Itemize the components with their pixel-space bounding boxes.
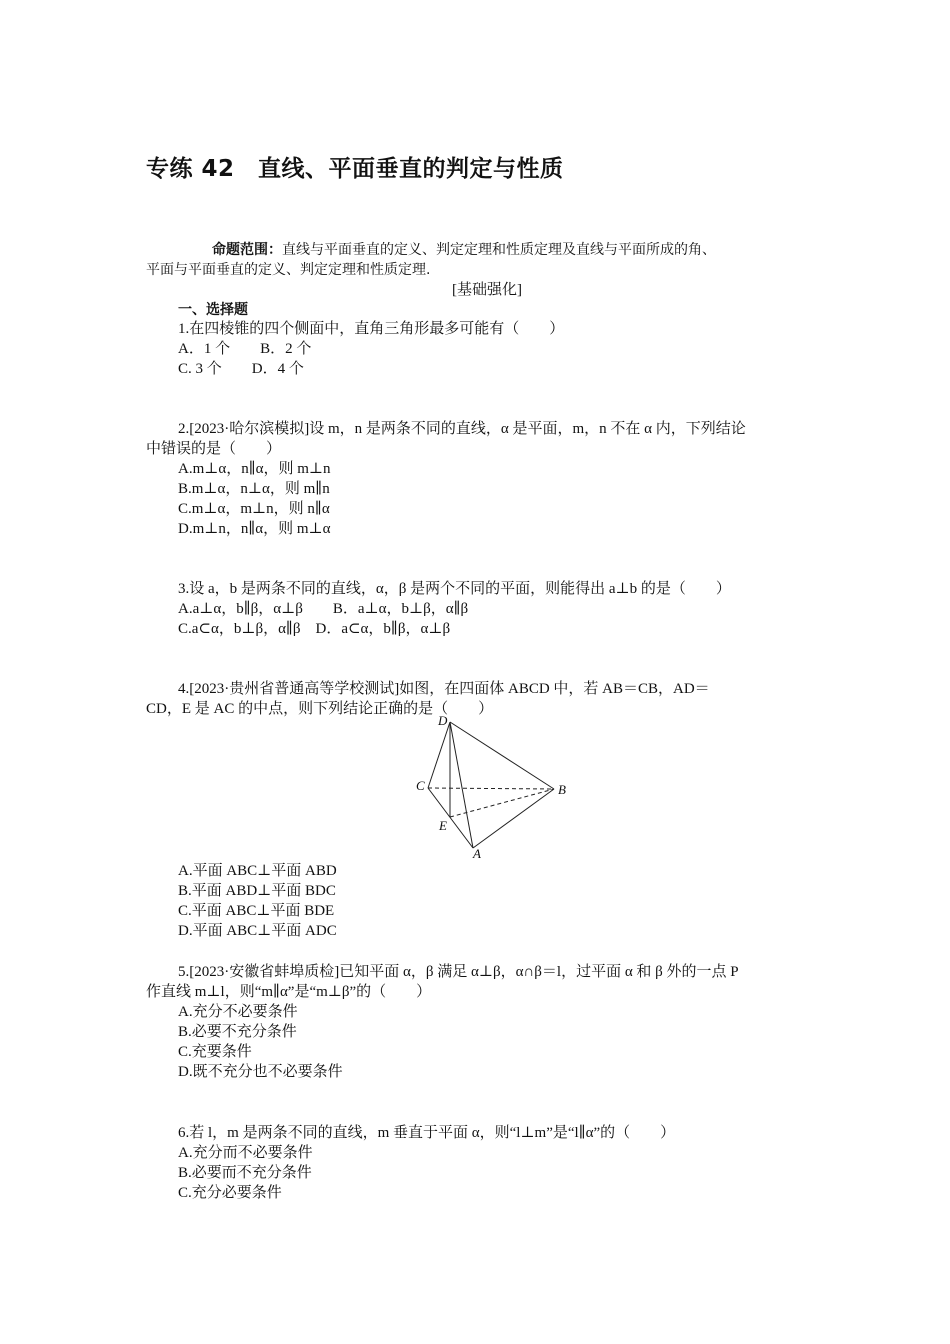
label-c: C: [416, 778, 425, 793]
edge-db: [450, 722, 554, 789]
label-d: D: [438, 713, 448, 728]
q4-option-d: D.平面 ABC⊥平面 ADC: [178, 923, 337, 939]
q6-option-a: A.充分而不必要条件: [178, 1145, 313, 1161]
page-title: 专练 42 直线、平面垂直的判定与性质: [146, 156, 564, 182]
edge-eb-hidden: [450, 789, 554, 817]
scope-text-2: 平面与平面垂直的定义、判定定理和性质定理.: [146, 262, 431, 278]
q1-options-ab: A．1 个 B．2 个: [178, 341, 312, 357]
scope-text-1: 直线与平面垂直的定义、判定定理和性质定理及直线与平面所成的角、: [282, 242, 716, 258]
section-heading: 一、选择题: [178, 302, 248, 318]
q3-options-ab: A.a⊥α，b∥β，α⊥β B．a⊥α，b⊥β，α∥β: [178, 601, 469, 617]
q2-option-a: A.m⊥α，n∥α，则 m⊥n: [178, 461, 331, 477]
q2-option-c: C.m⊥α，m⊥n，则 n∥α: [178, 501, 330, 517]
edge-dc: [428, 722, 450, 788]
label-a: A: [473, 846, 481, 858]
q2-option-b: B.m⊥α，n⊥α，则 m∥n: [178, 481, 330, 497]
q1-options-cd: C. 3 个 D．4 个: [178, 361, 304, 377]
q5-option-b: B.必要不充分条件: [178, 1024, 297, 1040]
q5-stem-1: 5.[2023·安徽省蚌埠质检]已知平面 α，β 满足 α⊥β，α∩β＝l，过平面 α 和 β 外的一点 P: [178, 964, 739, 980]
q3-stem: 3.设 a，b 是两条不同的直线，α，β 是两个不同的平面，则能得出 a⊥b 的是（ ）: [178, 581, 731, 597]
q4-stem-1: 4.[2023·贵州省普通高等学校测试]如图，在四面体 ABCD 中，若 AB＝CB，AD＝: [178, 681, 710, 697]
label-b: B: [558, 782, 566, 797]
q4-option-a: A.平面 ABC⊥平面 ABD: [178, 863, 337, 879]
tetrahedron-figure: [412, 713, 572, 858]
q1-stem: 1.在四棱锥的四个侧面中，直角三角形最多可能有（ ）: [178, 321, 565, 337]
level-heading: [基础强化]: [452, 282, 522, 298]
q5-option-a: A.充分不必要条件: [178, 1004, 298, 1020]
q6-stem: 6.若 l，m 是两条不同的直线，m 垂直于平面 α，则“l⊥m”是“l∥α”的（ ）: [178, 1125, 676, 1141]
label-e: E: [439, 818, 447, 833]
q4-option-b: B.平面 ABD⊥平面 BDC: [178, 883, 336, 899]
edge-da: [450, 722, 473, 848]
q2-stem-1: 2.[2023·哈尔滨模拟]设 m，n 是两条不同的直线，α 是平面，m，n 不在 α 内，下列结论: [178, 421, 746, 437]
q5-option-d: D.既不充分也不必要条件: [178, 1064, 343, 1080]
q6-option-b: B.必要而不充分条件: [178, 1165, 312, 1181]
q4-stem-2: CD，E 是 AC 的中点，则下列结论正确的是（ ）: [146, 701, 494, 717]
q2-option-d: D.m⊥n，n∥α，则 m⊥α: [178, 521, 331, 537]
edge-cb-hidden: [428, 788, 554, 789]
q5-stem-2: 作直线 m⊥l，则“m∥α”是“m⊥β”的（ ）: [146, 984, 432, 1000]
scope-line-1: [212, 240, 716, 260]
edge-ab: [473, 789, 554, 848]
q2-stem-2: 中错误的是（ ）: [146, 441, 282, 457]
q4-option-c: C.平面 ABC⊥平面 BDE: [178, 903, 335, 919]
q6-option-c: C.充分必要条件: [178, 1185, 282, 1201]
q5-option-c: C.充要条件: [178, 1044, 252, 1060]
scope-label: 命题范围：: [212, 242, 282, 258]
q3-options-cd: C.a⊂α，b⊥β，α∥β D．a⊂α，b∥β，α⊥β: [178, 621, 451, 637]
